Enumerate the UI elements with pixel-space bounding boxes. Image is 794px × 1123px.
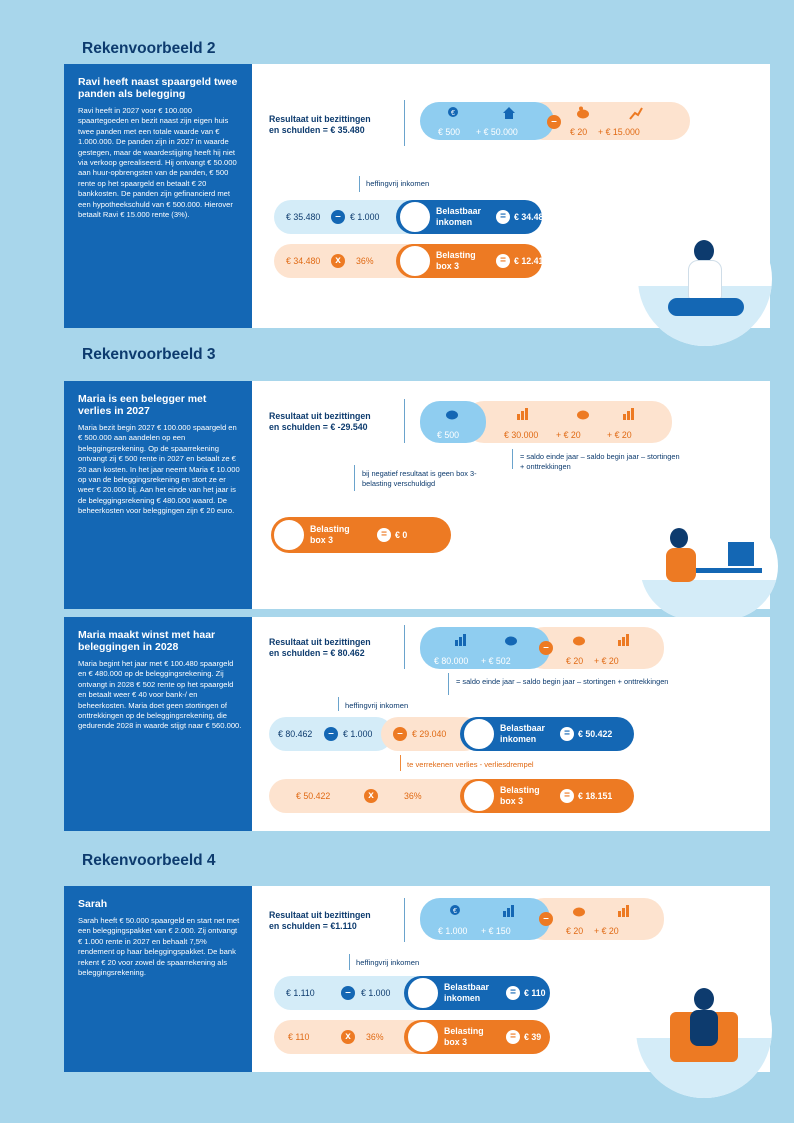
minus-icon: –	[393, 727, 407, 741]
minus-icon: –	[547, 115, 561, 129]
note-verlies: te verrekenen verlies - verliesdrempel	[407, 760, 534, 769]
brace	[354, 465, 362, 491]
hvi-label: heffingvrij inkomen	[356, 958, 420, 967]
minus-icon: –	[324, 727, 338, 741]
minus-icon: –	[341, 986, 355, 1000]
coins-hand-icon	[446, 106, 460, 120]
brace	[404, 625, 412, 669]
side-title: Sarah	[78, 898, 108, 910]
section-title-3: Rekenvoorbeeld 3	[82, 346, 216, 363]
result-value: € 0	[395, 530, 408, 540]
note-saldo: = saldo einde jaar – saldo begin jaar – stortingen + onttrekkingen	[520, 452, 680, 471]
minus-icon: –	[331, 210, 345, 224]
cost-value: + € 20	[556, 430, 581, 440]
brace	[404, 399, 412, 443]
value: 36%	[366, 1032, 384, 1042]
equals-icon: =	[496, 210, 510, 224]
example-card-3b	[64, 617, 770, 831]
treasure-chest-icon	[272, 518, 306, 552]
coins-hand-icon	[448, 904, 462, 918]
belastbaar-label: inkomen	[444, 993, 481, 1003]
hvi-label: heffingvrij inkomen	[366, 179, 430, 188]
coin-chart-icon	[454, 633, 468, 647]
income-value: + € 502	[481, 656, 511, 666]
income-value: € 500	[437, 430, 460, 440]
house-icon	[502, 106, 516, 120]
side-text: Ravi heeft in 2027 voor € 100.000 spaartegoeden en bezit naast zijn eigen huis twee panden met een totale waarde van € 1.000.000. De panden zijn in 2027 in waarde gestegen, maar de waardestijging heeft hij niet via verkoop gerealiseerd. Hij ontvangt € 50.000 aan huur-opbrengsten van de panden, € 500 rente op het spaargeld en betaalt € 20 bankkosten. De panden zijn gefinancierd met een hypotheekschuld van € 500.000. Hierover betaalt Ravi € 15.000 rente (3%).	[78, 106, 237, 220]
cost-value: € 20	[570, 127, 588, 137]
income-value: + € 50.000	[476, 127, 518, 137]
belastbaar-label: Belastbaar	[444, 982, 489, 992]
result-value: € 34.480	[514, 212, 549, 222]
belasting-label: box 3	[436, 261, 459, 271]
illustration-person-at-desk	[640, 512, 778, 620]
svg-text:€: €	[453, 908, 457, 915]
side-panel	[64, 381, 252, 609]
result-label: Resultaat uit bezittingen en schulden = €1.110	[269, 910, 371, 931]
value: 36%	[356, 256, 374, 266]
equals-icon: =	[560, 789, 574, 803]
equals-icon: =	[496, 254, 510, 268]
piggy-bank-icon	[445, 407, 459, 421]
value: 36%	[404, 791, 422, 801]
cost-value: + € 20	[594, 656, 619, 666]
treasure-chest-icon	[398, 244, 432, 278]
coin-chart-icon	[502, 904, 516, 918]
growth-arrow-icon	[629, 106, 643, 120]
result-value: € 110	[524, 988, 546, 998]
hvi-label: heffingvrij inkomen	[345, 701, 409, 710]
coin-chart-icon	[622, 407, 636, 421]
side-title: Maria is een belegger met verlies in 2027	[78, 393, 207, 417]
cost-value: + € 20	[607, 430, 632, 440]
income-value: + € 150	[481, 926, 511, 936]
cost-value: € 20	[566, 656, 584, 666]
brace	[404, 898, 412, 942]
value: € 1.110	[286, 988, 315, 998]
result-label: Resultaat uit bezittingen en schulden = € -29.540	[269, 411, 371, 432]
belastbaar-label: Belastbaar	[500, 723, 545, 733]
side-text: Maria bezit begin 2027 € 100.000 spaargeld en € 500.000 aan aandelen op een beleggingsrekening. Op de spaarrekening ontvangt zij € 500 rente in 2027 en betaalt ze € 20 aan kosten. In het jaar neemt Maria € 10.000 op van de beleggingsrekening en stort ze er weer € 20.000 bij. Aan het einde van het jaar is de beleggingsrekening € 480.000 waard. De beheerkosten voor beleggingen zijn € 20 euro.	[78, 423, 240, 516]
piggy-bank-icon	[576, 106, 590, 120]
belasting-label: box 3	[500, 796, 523, 806]
side-panel	[64, 617, 252, 831]
coins-hand-icon	[406, 976, 440, 1010]
side-title: Ravi heeft naast spaargeld twee panden als belegging	[78, 76, 238, 100]
coin-chart-icon	[617, 904, 631, 918]
result-value: € 39	[524, 1032, 542, 1042]
illustration-person-in-chair	[636, 962, 772, 1098]
belasting-label: Belasting	[310, 524, 350, 534]
side-panel	[64, 64, 252, 328]
result-value: € 50.422	[578, 729, 613, 739]
value: € 1.000	[350, 212, 380, 222]
note-negative: bij negatief resultaat is geen box 3-belasting verschuldigd	[362, 469, 477, 488]
coins-hand-icon	[462, 717, 496, 751]
cost-value: € 20	[566, 926, 584, 936]
income-value: € 1.000	[438, 926, 468, 936]
side-panel	[64, 886, 252, 1072]
section-title-2: Rekenvoorbeeld 2	[82, 40, 216, 57]
value: € 50.422	[296, 791, 331, 801]
belastbaar-label: Belastbaar	[436, 206, 481, 216]
value: € 80.462	[278, 729, 313, 739]
piggy-bank-icon	[576, 407, 590, 421]
result-label: Resultaat uit bezittingen en schulden = € 35.480	[269, 114, 371, 135]
belasting-label: box 3	[310, 535, 333, 545]
piggy-bank-icon	[572, 633, 586, 647]
result-value: € 18.151	[578, 791, 613, 801]
cost-value: + € 15.000	[598, 127, 640, 137]
equals-icon: =	[506, 986, 520, 1000]
equals-icon: =	[506, 1030, 520, 1044]
times-icon: x	[341, 1030, 355, 1044]
cost-value: + € 20	[594, 926, 619, 936]
result-label: Resultaat uit bezittingen en schulden = € 80.462	[269, 637, 371, 658]
value: € 34.480	[286, 256, 321, 266]
equals-icon: =	[560, 727, 574, 741]
belastbaar-label: inkomen	[436, 217, 473, 227]
side-title: Maria maakt winst met haar beleggingen in 2028	[78, 629, 216, 653]
svg-text:€: €	[451, 110, 455, 117]
minus-icon: –	[539, 912, 553, 926]
times-icon: x	[331, 254, 345, 268]
belasting-label: box 3	[444, 1037, 467, 1047]
coins-hand-icon	[398, 200, 432, 234]
side-text: Sarah heeft € 50.000 spaargeld en start net met een beleggingspakket van € 2.000. Zij ontvangt € 1.000 rente in 2027 en behaalt 7,5% rendement op haar beleggingspakket. De bank rekent € 20 voor zowel de spaarrekening als beleggingsrekening.	[78, 916, 240, 978]
minus-icon: –	[539, 641, 553, 655]
value: € 1.000	[361, 988, 391, 998]
piggy-bank-icon	[572, 904, 586, 918]
brace	[512, 449, 520, 469]
section-title-4: Rekenvoorbeeld 4	[82, 852, 216, 869]
value: € 1.000	[343, 729, 373, 739]
times-icon: x	[364, 789, 378, 803]
belastbaar-label: inkomen	[500, 734, 537, 744]
equals-icon: =	[377, 528, 391, 542]
value: € 110	[288, 1032, 310, 1042]
income-value: € 500	[438, 127, 461, 137]
brace	[404, 100, 412, 146]
belasting-label: Belasting	[436, 250, 476, 260]
coin-chart-icon	[516, 407, 530, 421]
coin-chart-icon	[617, 633, 631, 647]
value: € 29.040	[412, 729, 447, 739]
cost-value: € 30.000	[504, 430, 539, 440]
value: € 35.480	[286, 212, 321, 222]
result-value: € 12.413	[514, 256, 549, 266]
treasure-chest-icon	[406, 1020, 440, 1054]
brace	[448, 673, 456, 695]
illustration-person-meditating	[638, 212, 772, 346]
piggy-bank-icon	[504, 633, 518, 647]
belasting-label: Belasting	[500, 785, 540, 795]
side-text: Maria begint het jaar met € 100.480 spaargeld en € 480.000 op de beleggingsrekening. Zij ontvangt in 2028 € 502 rente op het spaargeld en betaalt weer € 40 voor bank-/ en beheerkosten. Maria doet geen stortingen of onttrekkingen op de beleggingsrekening, die gedurende 2028 in waarde stijgt naar € 560.000.	[78, 659, 242, 731]
belasting-label: Belasting	[444, 1026, 484, 1036]
treasure-chest-icon	[462, 779, 496, 813]
income-value: € 80.000	[434, 656, 469, 666]
note-saldo: = saldo einde jaar – saldo begin jaar – stortingen + onttrekkingen	[456, 677, 669, 686]
